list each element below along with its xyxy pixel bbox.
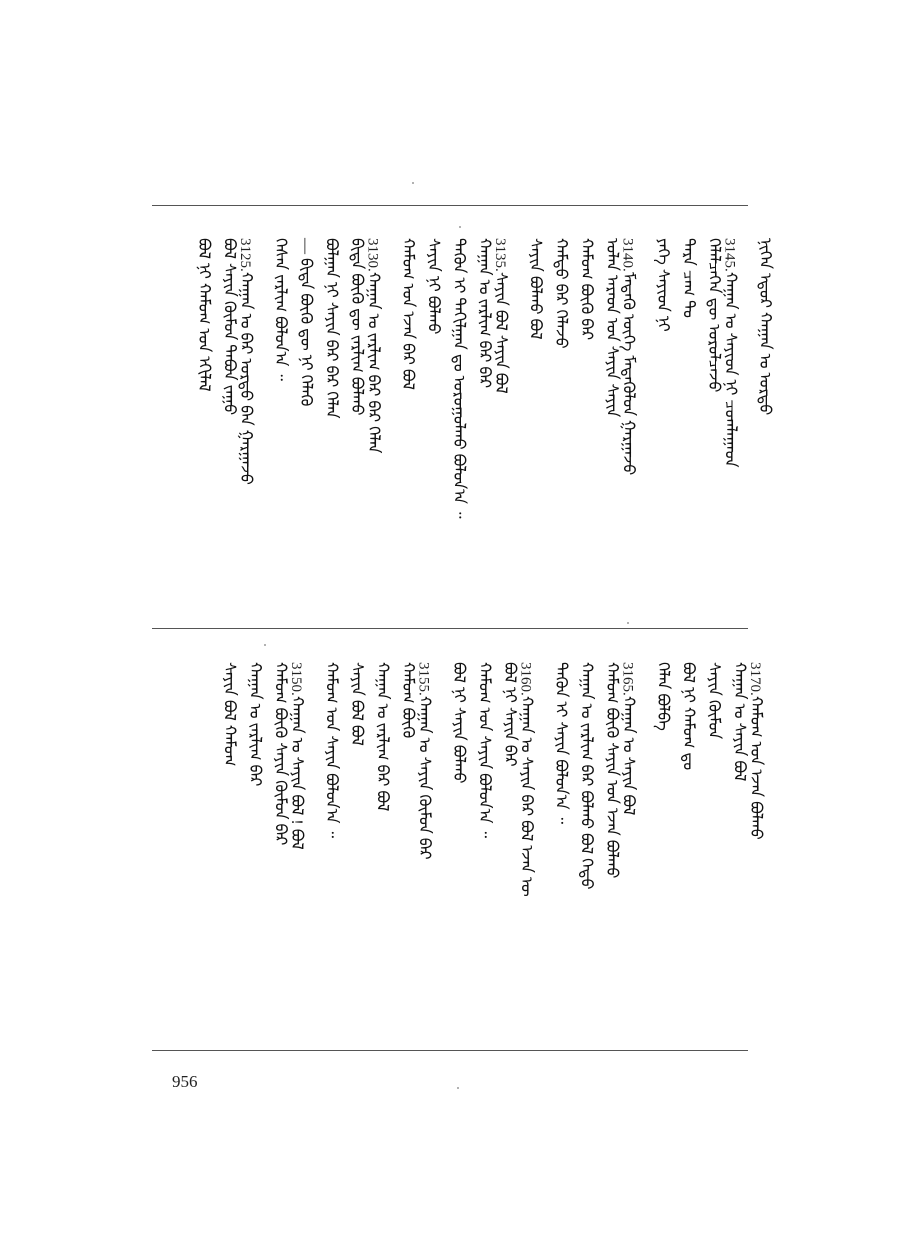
verse-text: ᠬᠠᠭᠠᠨ ᠤ ᠵᠠᠷᠯᠢᠭ ᠪᠠᠷ ᠪᠠᠷ — [475, 238, 493, 389]
text-flow-lower — [150, 662, 764, 1007]
text-line — [177, 238, 229, 392]
text-line — [203, 662, 255, 766]
verse-text: ᠰᠠᠶᠢᠨ ᠪᠣᠯᠬᠤ ᠪᠣᠯ — [526, 238, 544, 340]
line-number: 3135. — [492, 238, 508, 272]
line-number: 3160. — [517, 662, 534, 696]
verse-text: ᠬᠠᠮᠤᠭ ᠪᠦᠬᠦ ᠪᠡᠷ — [577, 238, 595, 341]
text-flow-upper — [150, 238, 773, 583]
verse-text: ᠭᠡᠰᠡᠨ ᠵᠠᠷᠯᠢᠭ ᠪᠣᠯᠤᠨ᠎ᠠ ᠃ — [271, 238, 289, 381]
line-number: 3155. — [415, 662, 432, 696]
verse-text: ᠬᠠᠮᠤᠭ ᠤᠨ ᠰᠠᠶᠢᠨ ᠪᠣᠯᠤᠨ᠎ᠠ ᠃ — [322, 662, 340, 839]
verse-text: ᠲᠡᠷᠡ ᠴᠠᠭ ᠲᠤ — [679, 238, 697, 318]
verse-text: ᠰᠠᠶᠢᠨ ᠪᠣᠯ ᠰᠠᠶᠢᠨ ᠪᠣᠯ — [492, 271, 509, 394]
paper-speck — [264, 644, 266, 646]
verse-text: ᠬᠠᠭᠠᠨ ᠤ ᠰᠠᠶᠢᠨ ᠬᠦᠮᠦᠨ ᠪᠡᠷ — [415, 695, 433, 860]
middle-rule — [152, 628, 748, 629]
verse-text: ᠪᠣᠯ ᠰᠠᠶᠢᠨ ᠬᠦᠮᠦᠨ ᠲᠠᠪᠤᠨ ᠵᠠᠭᠤ — [220, 238, 238, 416]
verse-text: ᠬᠠᠭᠠᠨ ᠤ ᠪᠠᠷ ᠣᠷᠳᠣ ᠪᠡᠨ ᠭᠠᠷᠭᠠᠵᠤ — [237, 271, 254, 485]
verse-text: ᠰᠠᠶᠢᠨ ᠨᠢ ᠪᠣᠯᠬᠤ — [424, 238, 442, 335]
paper-speck — [457, 1087, 459, 1089]
verse-text: ᠬᠠᠮᠤᠭ ᠪᠦᠬᠦ — [399, 662, 416, 739]
verse-text: ᠰᠠᠶᠢᠨ ᠬᠦᠮᠦᠨ — [705, 662, 722, 740]
verse-text: ᠬᠠᠭᠠᠨ ᠤ ᠵᠠᠷᠯᠢᠭ ᠪᠠᠷ — [246, 662, 263, 787]
verse-text: ᠪᠣᠯ ᠨᠢ ᠰᠠᠶᠢᠨ ᠪᠣᠯᠬᠤ — [450, 662, 467, 784]
verse-text: ᠮᠡᠳᠡᠬᠦ ᠦᠭᠡ ᠮᠡᠳᠡᠭᠦᠯᠦᠨ ᠭᠠᠷᠭᠠᠵᠤ — [619, 271, 637, 475]
line-number: 3130. — [364, 238, 381, 272]
verse-text: ᠪᠣᠯ ᠨᠢ ᠰᠠᠶᠢᠨ ᠪᠠᠷ — [501, 662, 518, 767]
verse-text: ᠪᠢᠳᠡ ᠪᠦᠬᠦ ᠳᠦ ᠵᠠᠷᠯᠢᠭ ᠪᠣᠯᠬᠤ — [348, 238, 365, 416]
line-number: 3150. — [288, 662, 304, 696]
verse-text: ᠬᠠᠭᠠᠨ ᠤ ᠰᠠᠶᠢᠳ ᠨᠢ ᠴᠤᠭᠯᠠᠭᠠᠳ — [721, 271, 739, 468]
line-number: 3145. — [721, 238, 738, 272]
verse-text: ᠲᠡᠭᠦᠨ ᠢ ᠰᠠᠶᠢᠨ ᠪᠣᠯᠤᠨ᠎ᠠ ᠃ — [552, 662, 569, 825]
page-number: 956 — [172, 1072, 198, 1091]
verse-text: ᠶᠡᠬᠡ ᠰᠠᠶᠢᠳ ᠨᠢ — [654, 238, 671, 332]
verse-text: ᠰᠠᠶᠢᠨ ᠪᠣᠯ ᠬᠠᠮᠤᠭ — [220, 662, 238, 767]
bottom-rule — [152, 1050, 748, 1051]
verse-text: ᠬᠠᠮᠤᠭ ᠪᠦᠬᠦ ᠰᠠᠶᠢᠨ ᠬᠦᠮᠦᠨ ᠪᠡᠷ — [271, 662, 289, 846]
paper-speck — [459, 226, 461, 228]
verse-text: ᠬᠠᠭᠠᠨ ᠤ ᠰᠠᠶᠢᠨ ᠪᠣᠯ — [730, 662, 748, 782]
paper-speck — [412, 182, 414, 184]
verse-text: ᠲᠡᠭᠦᠨ ᠢ ᠲᠠᠬᠢᠯᠭᠠᠨ ᠳᠤ ᠣᠷᠣᠭᠤᠯᠬᠤ ᠪᠣᠯᠤᠨ᠎ᠠ ᠃ — [450, 238, 467, 519]
verse-text: ᠬᠠᠮᠤᠭ ᠤᠨ ᠰᠠᠶᠢᠨ ᠪᠣᠯᠤᠨ᠎ᠠ ᠃ — [475, 662, 493, 839]
verse-text: ᠬᠠᠭᠠᠨ ᠤ ᠵᠠᠷᠯᠢᠭ ᠪᠠᠷ ᠪᠣᠯ — [373, 662, 391, 812]
verse-text: ᠬᠡᠯᠡᠨ ᠪᠣᠯᠪᠠ — [654, 662, 671, 731]
verse-text: ᠬᠠᠭᠠᠨ ᠤ ᠰᠠᠶᠢᠨ ᠪᠣᠯ — [619, 695, 637, 816]
line-number: 3125. — [237, 238, 253, 272]
verse-text: ᠣᠯᠠᠨ ᠠᠷᠠᠳ ᠤᠨ ᠰᠠᠶᠢᠨ ᠰᠠᠶᠢᠨ — [603, 238, 620, 418]
verse-text: ᠬᠠᠮᠤᠭ ᠤᠨ ᠡᠵᠡᠨ ᠪᠣᠯᠬᠤ — [747, 695, 764, 840]
top-rule — [152, 205, 748, 206]
paper-speck — [627, 622, 629, 624]
verse-text: ᠬᠠᠭᠠᠨ ᠤ ᠰᠠᠶᠢᠨ ᠪᠣᠯ ! ᠪᠣᠯ — [288, 695, 305, 850]
verse-text: — ᠪᠢᠳᠡ ᠪᠦᠬᠦ ᠳᠦ ᠨᠢ ᠬᠡᠯᠡᠬᠦ — [297, 238, 314, 407]
line-number: 3165. — [619, 662, 636, 696]
verse-text: ᠬᠠᠮᠲᠤ ᠪᠡᠷ ᠬᠡᠯᠡᠵᠦ — [552, 238, 569, 349]
verse-text: ᠬᠠᠭᠠᠨ ᠤ ᠰᠠᠶᠢᠨ ᠪᠠᠷ ᠪᠣᠯ ᠡᠵᠡᠨ ᠦ — [517, 695, 535, 897]
line-number: 3170. — [747, 662, 763, 696]
verse-text: ᠨᠢᠭᠡᠨ ᠡᠳᠦᠷ ᠬᠠᠭᠠᠨ ᠤ ᠣᠷᠳᠣ — [756, 238, 773, 416]
verse-text: ᠬᠠᠭᠠᠨ ᠤ ᠵᠠᠷᠯᠢᠭ ᠪᠡᠷ ᠪᠣᠯᠬᠤ ᠪᠣᠯ ᠬᠡᠳᠦ — [577, 662, 595, 890]
verse-text: ᠪᠣᠯᠭᠠᠨ ᠨᠢ ᠰᠠᠶᠢᠨ ᠪᠠᠷ ᠪᠠᠷ ᠬᠡᠯᠡᠨ — [322, 238, 340, 419]
verse-text: ᠪᠣᠯ ᠨᠢ ᠬᠠᠮᠤᠭ ᠤᠨ ᠡᠬᠢᠯᠡᠯ — [195, 238, 212, 392]
line-number: 3140. — [619, 238, 636, 272]
verse-text: ᠬᠡᠯᠡᠯᠴᠡᠭᠡᠨ ᠳᠦ ᠣᠷᠣᠯᠴᠠᠵᠤ — [705, 238, 722, 393]
verse-text: ᠪᠣᠯ ᠨᠢ ᠬᠠᠮᠤᠭ ᠳᠤ — [679, 662, 697, 771]
verse-text: ᠬᠠᠭᠠᠨ ᠤ ᠵᠠᠷᠯᠢᠭ ᠪᠠᠷ ᠪᠠᠷ ᠬᠡᠯᠡᠨ — [364, 271, 382, 454]
verse-text: ᠬᠠᠮᠤᠭ ᠪᠦᠬᠦ ᠰᠠᠶᠢᠨ ᠤᠨ ᠡᠵᠡᠨ ᠪᠣᠯᠬᠤ — [603, 662, 620, 879]
verse-text: ᠰᠠᠶᠢᠨ ᠪᠣᠯ ᠪᠣᠯ — [348, 662, 365, 746]
verse-text: ᠬᠠᠮᠤᠭ ᠤᠨ ᠡᠵᠡᠨ ᠪᠠᠷ ᠪᠣᠯ — [399, 238, 416, 390]
